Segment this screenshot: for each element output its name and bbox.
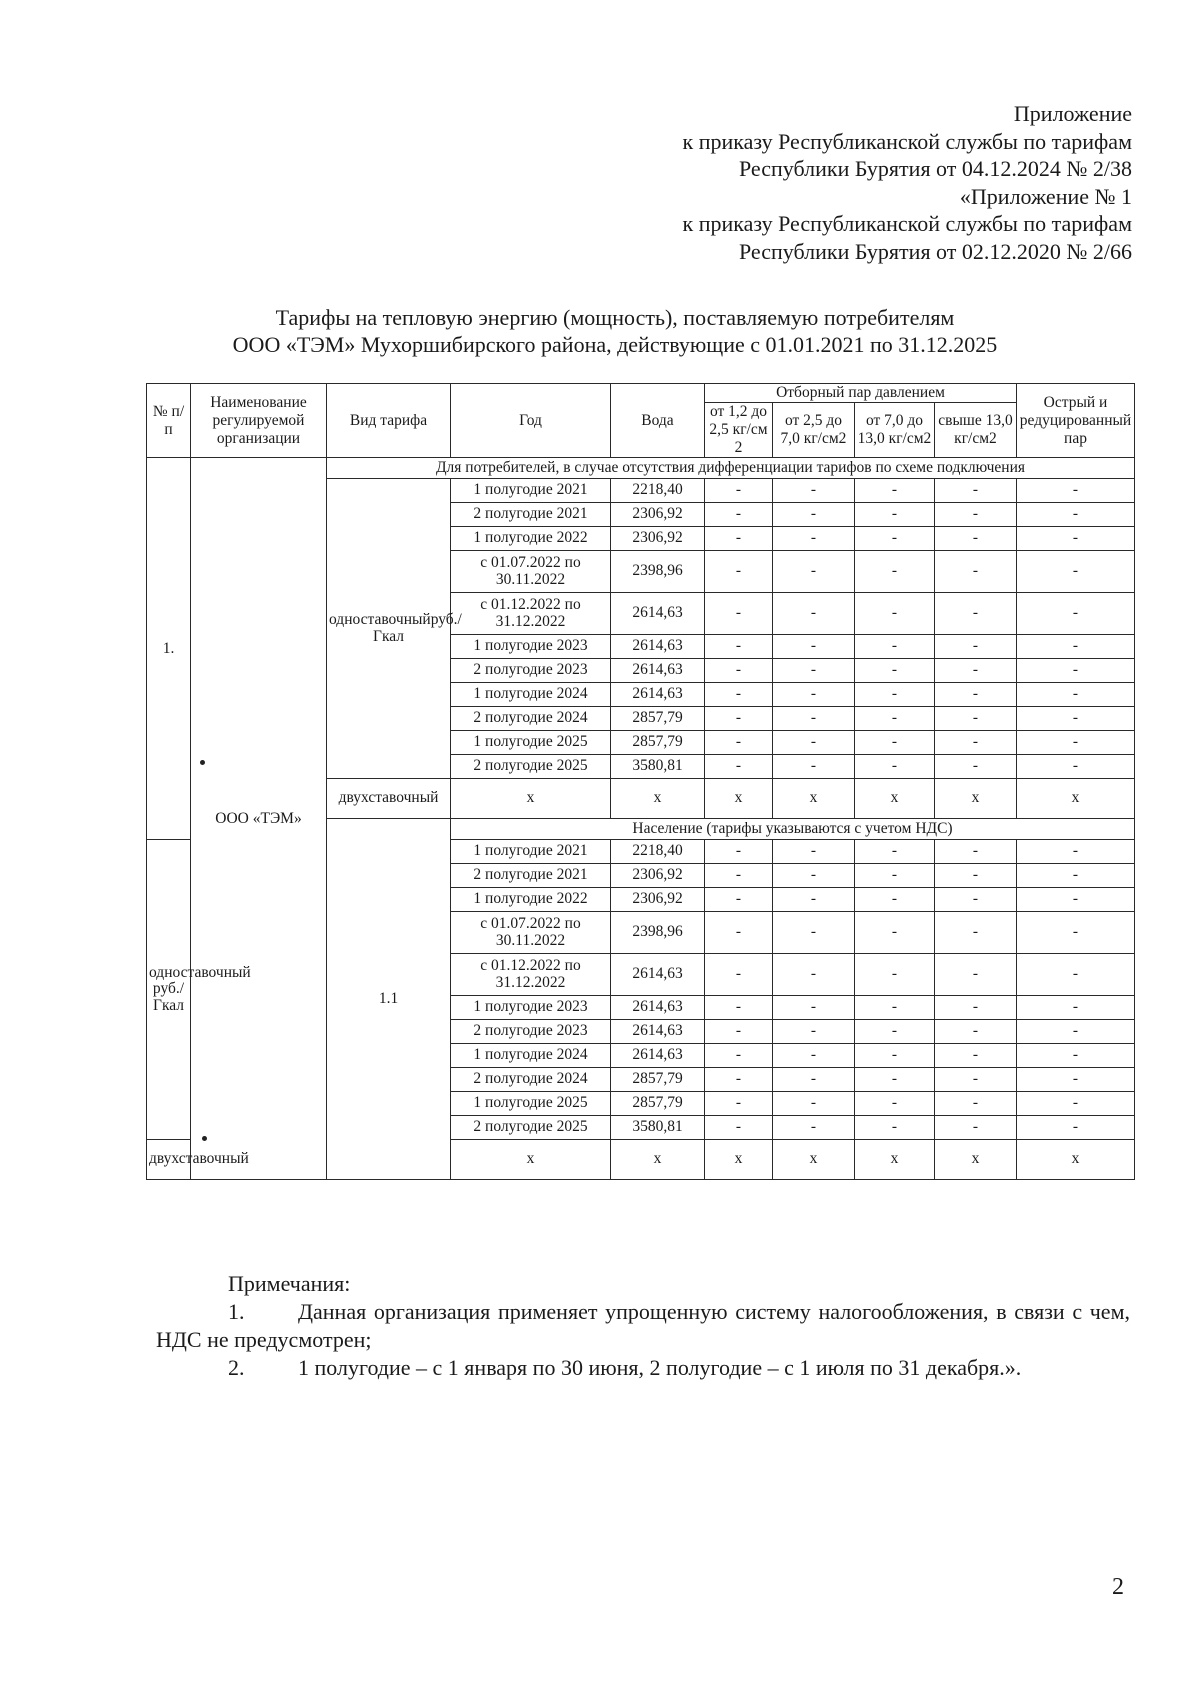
period-cell: с 01.07.2022 по 30.11.2022 [451, 912, 611, 954]
empty-tariff-cell: - [705, 731, 773, 755]
not-applicable-cell: x [935, 779, 1017, 819]
empty-tariff-cell: - [1017, 864, 1135, 888]
empty-tariff-cell: - [935, 864, 1017, 888]
period-cell: 1 полугодие 2021 [451, 840, 611, 864]
water-tariff-cell: 2398,96 [611, 912, 705, 954]
empty-tariff-cell: - [935, 888, 1017, 912]
empty-tariff-cell: - [935, 635, 1017, 659]
period-cell: 1 полугодие 2021 [451, 479, 611, 503]
period-cell: 2 полугодие 2021 [451, 864, 611, 888]
water-tariff-cell: 3580,81 [611, 755, 705, 779]
empty-tariff-cell: - [705, 635, 773, 659]
section-title: Для потребителей, в случае отсутствия дифференциации тарифов по схеме подключения [327, 458, 1135, 479]
not-applicable-cell: x [1017, 1140, 1135, 1180]
notes-section [156, 1270, 1130, 1382]
water-tariff-cell: 2614,63 [611, 659, 705, 683]
header-water: Вода [611, 384, 705, 458]
document-header [683, 100, 1132, 266]
empty-tariff-cell: - [1017, 593, 1135, 635]
header-pressure-2: от 2,5 до 7,0 кг/см2 [773, 403, 855, 458]
empty-tariff-cell: - [1017, 1068, 1135, 1092]
empty-tariff-cell: - [773, 1020, 855, 1044]
title-line: Тарифы на тепловую энергию (мощность), поставляемую потребителям [275, 305, 955, 330]
section-number: 1. [147, 458, 191, 840]
period-cell: с 01.07.2022 по 30.11.2022 [451, 551, 611, 593]
empty-tariff-cell: - [705, 1068, 773, 1092]
empty-tariff-cell: - [1017, 503, 1135, 527]
empty-tariff-cell: - [935, 503, 1017, 527]
empty-tariff-cell: - [855, 635, 935, 659]
header-pressure-3: от 7,0 до 13,0 кг/см2 [855, 403, 935, 458]
empty-tariff-cell: - [705, 864, 773, 888]
not-applicable-cell: x [1017, 779, 1135, 819]
empty-tariff-cell: - [935, 1092, 1017, 1116]
empty-tariff-cell: - [1017, 840, 1135, 864]
not-applicable-cell: x [611, 779, 705, 819]
header-num: № п/п [147, 384, 191, 458]
empty-tariff-cell: - [773, 731, 855, 755]
header-line: к приказу Республиканской службы по тарифам [682, 211, 1132, 237]
period-cell: 1 полугодие 2024 [451, 683, 611, 707]
empty-tariff-cell: - [935, 755, 1017, 779]
scan-dot [200, 760, 205, 765]
two-rate-label: двухставочный [147, 1140, 191, 1180]
empty-tariff-cell: - [773, 527, 855, 551]
empty-tariff-cell: - [705, 479, 773, 503]
period-cell: с 01.12.2022 по 31.12.2022 [451, 593, 611, 635]
empty-tariff-cell: - [773, 707, 855, 731]
empty-tariff-cell: - [935, 593, 1017, 635]
empty-tariff-cell: - [705, 888, 773, 912]
period-cell: 2 полугодие 2023 [451, 659, 611, 683]
water-tariff-cell: 2614,63 [611, 954, 705, 996]
period-cell: 1 полугодие 2024 [451, 1044, 611, 1068]
empty-tariff-cell: - [1017, 1116, 1135, 1140]
not-applicable-cell: x [705, 1140, 773, 1180]
header-steam-group: Отборный пар давлением [705, 384, 1017, 403]
single-rate-label: одноставочныйруб./Гкал [327, 479, 451, 779]
note-item [156, 1354, 1130, 1382]
water-tariff-cell: 2306,92 [611, 888, 705, 912]
empty-tariff-cell: - [705, 707, 773, 731]
period-cell: 1 полугодие 2025 [451, 1092, 611, 1116]
empty-tariff-cell: - [705, 683, 773, 707]
empty-tariff-cell: - [935, 731, 1017, 755]
empty-tariff-cell: - [855, 551, 935, 593]
empty-tariff-cell: - [855, 888, 935, 912]
empty-tariff-cell: - [773, 954, 855, 996]
empty-tariff-cell: - [773, 996, 855, 1020]
not-applicable-cell: x [611, 1140, 705, 1180]
header-line: к приказу Республиканской службы по тарифам [682, 128, 1132, 154]
empty-tariff-cell: - [1017, 1044, 1135, 1068]
period-cell: с 01.12.2022 по 31.12.2022 [451, 954, 611, 996]
empty-tariff-cell: - [1017, 551, 1135, 593]
empty-tariff-cell: - [855, 755, 935, 779]
empty-tariff-cell: - [935, 996, 1017, 1020]
water-tariff-cell: 2857,79 [611, 731, 705, 755]
empty-tariff-cell: - [855, 864, 935, 888]
empty-tariff-cell: - [1017, 683, 1135, 707]
period-cell: 1 полугодие 2022 [451, 888, 611, 912]
notes-heading: Примечания: [228, 1271, 351, 1296]
empty-tariff-cell: - [1017, 479, 1135, 503]
empty-tariff-cell: - [855, 479, 935, 503]
water-tariff-cell: 2306,92 [611, 864, 705, 888]
not-applicable-cell: x [855, 1140, 935, 1180]
empty-tariff-cell: - [705, 954, 773, 996]
water-tariff-cell: 2398,96 [611, 551, 705, 593]
empty-tariff-cell: - [1017, 755, 1135, 779]
empty-tariff-cell: - [773, 635, 855, 659]
tariff-table [146, 383, 1135, 1180]
water-tariff-cell: 2614,63 [611, 593, 705, 635]
empty-tariff-cell: - [855, 1116, 935, 1140]
empty-tariff-cell: - [705, 1092, 773, 1116]
water-tariff-cell: 2614,63 [611, 996, 705, 1020]
empty-tariff-cell: - [773, 659, 855, 683]
header-line: «Приложение № 1 [959, 183, 1132, 209]
empty-tariff-cell: - [1017, 912, 1135, 954]
empty-tariff-cell: - [935, 954, 1017, 996]
empty-tariff-cell: - [855, 683, 935, 707]
water-tariff-cell: 2614,63 [611, 635, 705, 659]
empty-tariff-cell: - [1017, 731, 1135, 755]
period-cell: 1 полугодие 2023 [451, 996, 611, 1020]
empty-tariff-cell: - [705, 840, 773, 864]
empty-tariff-cell: - [935, 1020, 1017, 1044]
single-rate-label: одноставочный руб./Гкал [147, 840, 191, 1140]
empty-tariff-cell: - [705, 912, 773, 954]
empty-tariff-cell: - [935, 683, 1017, 707]
empty-tariff-cell: - [705, 1116, 773, 1140]
empty-tariff-cell: - [1017, 996, 1135, 1020]
empty-tariff-cell: - [773, 683, 855, 707]
empty-tariff-cell: - [855, 593, 935, 635]
period-cell: 2 полугодие 2024 [451, 1068, 611, 1092]
empty-tariff-cell: - [1017, 527, 1135, 551]
not-applicable-cell: x [855, 779, 935, 819]
water-tariff-cell: 2857,79 [611, 1068, 705, 1092]
note-text: 1 полугодие – с 1 января по 30 июня, 2 полугодие – с 1 июля по 31 декабря.». [298, 1355, 1022, 1380]
empty-tariff-cell: - [935, 1116, 1017, 1140]
empty-tariff-cell: - [705, 593, 773, 635]
empty-tariff-cell: - [705, 1044, 773, 1068]
header-tariff-type: Вид тарифа [327, 384, 451, 458]
empty-tariff-cell: - [935, 551, 1017, 593]
period-cell: 2 полугодие 2025 [451, 755, 611, 779]
note-number: 1. [228, 1299, 245, 1324]
section-number: 1.1 [327, 819, 451, 1180]
header-year: Год [451, 384, 611, 458]
not-applicable-cell: x [773, 779, 855, 819]
empty-tariff-cell: - [773, 1092, 855, 1116]
note-number: 2. [228, 1355, 245, 1380]
period-cell: 1 полугодие 2025 [451, 731, 611, 755]
header-line: Республики Бурятия от 02.12.2020 № 2/66 [738, 238, 1132, 264]
water-tariff-cell: 2614,63 [611, 1020, 705, 1044]
section-title-row [147, 458, 1135, 479]
note-text: Данная организация применяет упрощенную систему налогообложения, в связи с чем, НДС не предусмотрен; [156, 1299, 1130, 1352]
empty-tariff-cell: - [855, 1020, 935, 1044]
empty-tariff-cell: - [935, 840, 1017, 864]
period-cell: 2 полугодие 2021 [451, 503, 611, 527]
empty-tariff-cell: - [773, 840, 855, 864]
empty-tariff-cell: - [935, 912, 1017, 954]
empty-tariff-cell: - [1017, 888, 1135, 912]
period-cell: 2 полугодие 2023 [451, 1020, 611, 1044]
header-pressure-4: свыше 13,0 кг/см2 [935, 403, 1017, 458]
empty-tariff-cell: - [705, 527, 773, 551]
empty-tariff-cell: - [855, 954, 935, 996]
empty-tariff-cell: - [855, 1044, 935, 1068]
not-applicable-cell: x [705, 779, 773, 819]
empty-tariff-cell: - [855, 527, 935, 551]
header-pressure-1: от 1,2 до 2,5 кг/см 2 [705, 403, 773, 458]
empty-tariff-cell: - [855, 1092, 935, 1116]
empty-tariff-cell: - [773, 864, 855, 888]
empty-tariff-cell: - [855, 503, 935, 527]
water-tariff-cell: 2614,63 [611, 683, 705, 707]
empty-tariff-cell: - [855, 659, 935, 683]
header-sharp-steam: Острый и редуцированный пар [1017, 384, 1135, 458]
not-applicable-cell: x [773, 1140, 855, 1180]
not-applicable-cell: x [451, 779, 611, 819]
two-rate-label: двухставочный [327, 779, 451, 819]
empty-tariff-cell: - [773, 551, 855, 593]
header-line: Республики Бурятия от 04.12.2024 № 2/38 [738, 156, 1132, 182]
org-name: ООО «ТЭМ» [191, 458, 327, 1180]
empty-tariff-cell: - [1017, 1092, 1135, 1116]
empty-tariff-cell: - [1017, 1020, 1135, 1044]
empty-tariff-cell: - [773, 1116, 855, 1140]
empty-tariff-cell: - [935, 707, 1017, 731]
empty-tariff-cell: - [773, 1044, 855, 1068]
water-tariff-cell: 2218,40 [611, 840, 705, 864]
note-item [156, 1298, 1130, 1354]
water-tariff-cell: 2857,79 [611, 1092, 705, 1116]
title-line: ООО «ТЭМ» Мухоршибирского района, действующие с 01.01.2021 по 31.12.2025 [232, 332, 998, 357]
empty-tariff-cell: - [773, 755, 855, 779]
empty-tariff-cell: - [1017, 954, 1135, 996]
header-org: Наименование регулируемой организации [191, 384, 327, 458]
empty-tariff-cell: - [1017, 707, 1135, 731]
empty-tariff-cell: - [1017, 635, 1135, 659]
empty-tariff-cell: - [773, 1068, 855, 1092]
empty-tariff-cell: - [855, 840, 935, 864]
empty-tariff-cell: - [773, 479, 855, 503]
empty-tariff-cell: - [773, 593, 855, 635]
page-number: 2 [1112, 1574, 1124, 1600]
tariff-table-body [147, 458, 1135, 1180]
empty-tariff-cell: - [855, 1068, 935, 1092]
water-tariff-cell: 3580,81 [611, 1116, 705, 1140]
empty-tariff-cell: - [855, 996, 935, 1020]
empty-tariff-cell: - [705, 996, 773, 1020]
empty-tariff-cell: - [855, 912, 935, 954]
empty-tariff-cell: - [705, 659, 773, 683]
not-applicable-cell: x [451, 1140, 611, 1180]
empty-tariff-cell: - [705, 503, 773, 527]
empty-tariff-cell: - [705, 1020, 773, 1044]
empty-tariff-cell: - [935, 659, 1017, 683]
period-cell: 1 полугодие 2022 [451, 527, 611, 551]
empty-tariff-cell: - [935, 479, 1017, 503]
period-cell: 1 полугодие 2023 [451, 635, 611, 659]
empty-tariff-cell: - [935, 1068, 1017, 1092]
empty-tariff-cell: - [1017, 659, 1135, 683]
water-tariff-cell: 2614,63 [611, 1044, 705, 1068]
empty-tariff-cell: - [855, 707, 935, 731]
water-tariff-cell: 2306,92 [611, 527, 705, 551]
section-title: Население (тарифы указываются с учетом НДС) [451, 819, 1135, 840]
empty-tariff-cell: - [855, 731, 935, 755]
empty-tariff-cell: - [773, 503, 855, 527]
header-line: Приложение [1013, 101, 1132, 126]
empty-tariff-cell: - [705, 755, 773, 779]
empty-tariff-cell: - [773, 888, 855, 912]
water-tariff-cell: 2857,79 [611, 707, 705, 731]
water-tariff-cell: 2306,92 [611, 503, 705, 527]
scan-dot [202, 1136, 207, 1141]
empty-tariff-cell: - [935, 1044, 1017, 1068]
not-applicable-cell: x [935, 1140, 1017, 1180]
period-cell: 2 полугодие 2024 [451, 707, 611, 731]
empty-tariff-cell: - [773, 912, 855, 954]
period-cell: 2 полугодие 2025 [451, 1116, 611, 1140]
empty-tariff-cell: - [935, 527, 1017, 551]
water-tariff-cell: 2218,40 [611, 479, 705, 503]
document-title [120, 304, 1110, 358]
empty-tariff-cell: - [705, 551, 773, 593]
